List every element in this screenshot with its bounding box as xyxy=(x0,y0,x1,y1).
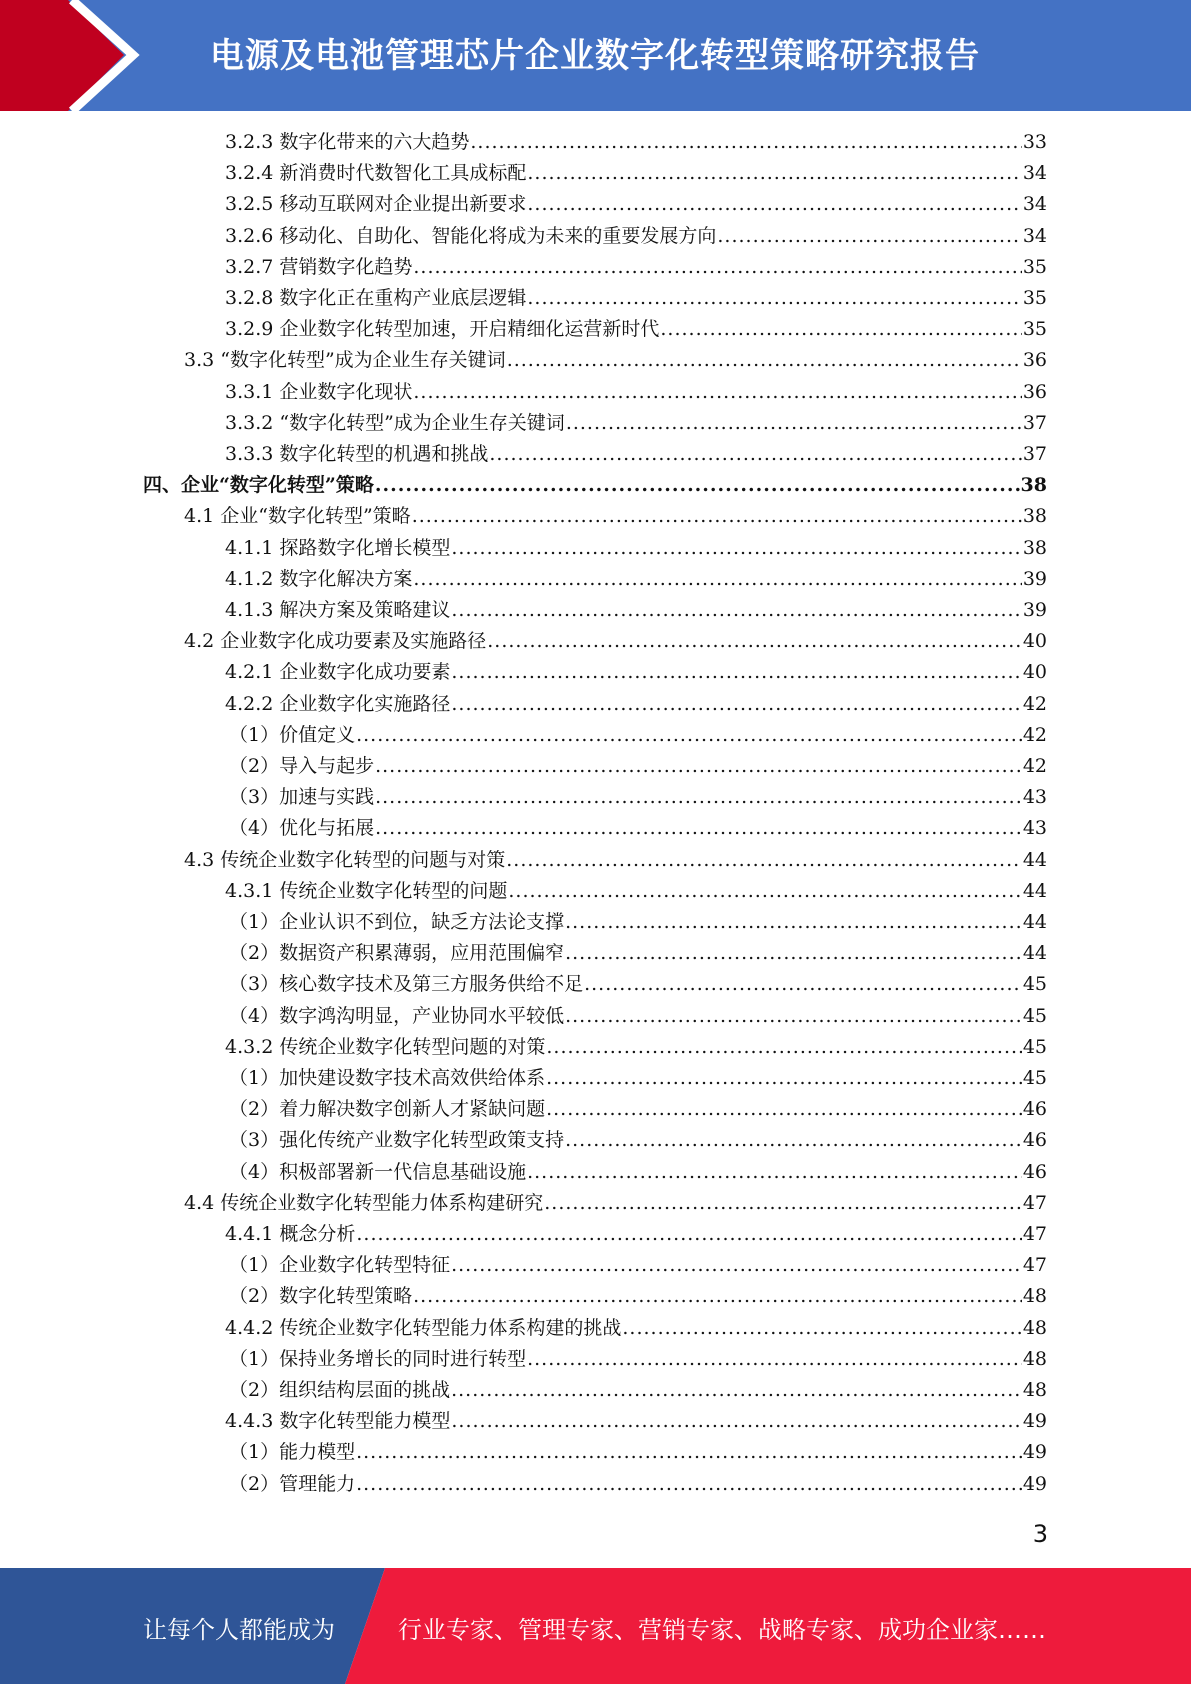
toc-entry-title: 3.2.9 企业数字化转型加速，开启精细化运营新时代 xyxy=(225,318,660,341)
toc-dot-leader xyxy=(356,1219,1021,1250)
toc-entry-title: 3.3.2 “数字化转型”成为企业生存关键词 xyxy=(225,411,565,434)
toc-entry[interactable] xyxy=(229,938,1047,969)
toc-dot-leader xyxy=(527,1157,1022,1188)
toc-entry-title: （2）导入与起步 xyxy=(229,755,375,777)
toc-dot-leader xyxy=(527,1344,1022,1375)
toc-dot-leader xyxy=(622,1313,1021,1344)
toc-entry-page: 47 xyxy=(1022,1191,1047,1214)
toc-dot-leader xyxy=(451,657,1021,688)
toc-entry-title: （4）积极部署新一代信息基础设施 xyxy=(229,1160,527,1183)
toc-entry[interactable] xyxy=(229,1125,1047,1156)
toc-entry[interactable] xyxy=(229,782,1047,813)
toc-entry[interactable] xyxy=(229,1063,1047,1094)
toc-entry-page: 49 xyxy=(1022,1410,1047,1433)
toc-entry-page: 37 xyxy=(1022,443,1047,465)
toc-entry-title: （1）能力模型 xyxy=(229,1441,356,1464)
toc-entry-page: 44 xyxy=(1022,911,1047,933)
toc-dot-leader xyxy=(565,938,1022,969)
toc-dot-leader xyxy=(412,501,1022,532)
toc-entry-title: 4.2.2 企业数字化实施路径 xyxy=(225,692,451,715)
toc-entry-page: 33 xyxy=(1022,131,1047,153)
toc-entry-title: 3.2.8 数字化正在重构产业底层逻辑 xyxy=(225,287,527,309)
toc-entry[interactable] xyxy=(225,876,1047,907)
toc-entry-page: 45 xyxy=(1022,1067,1047,1089)
toc-dot-leader xyxy=(451,1375,1022,1406)
toc-entry[interactable] xyxy=(184,1188,1047,1219)
report-title: 电源及电池管理芯片企业数字化转型策略研究报告 xyxy=(210,36,980,76)
toc-entry-title: 4.1.1 探路数字化增长模型 xyxy=(225,536,451,559)
toc-entry-page: 42 xyxy=(1022,755,1047,777)
toc-dot-leader xyxy=(565,1125,1022,1156)
footer-slogan-left: 让每个人都能成为 xyxy=(143,1616,335,1644)
toc-dot-leader xyxy=(375,813,1022,844)
toc-entry-title: （4）数字鸿沟明显，产业协同水平较低 xyxy=(229,1004,565,1027)
toc-entry[interactable] xyxy=(225,533,1047,564)
toc-entry-title: 四、企业“数字化转型”策略 xyxy=(143,474,374,497)
toc-entry-page: 36 xyxy=(1022,349,1047,372)
toc-entry[interactable] xyxy=(225,439,1047,470)
toc-entry-title: （2）数据资产积累薄弱，应用范围偏窄 xyxy=(229,942,565,965)
toc-entry-page: 48 xyxy=(1022,1316,1047,1339)
toc-entry[interactable] xyxy=(229,1281,1047,1312)
toc-entry-page: 44 xyxy=(1022,942,1047,965)
toc-entry-title: （1）加快建设数字技术高效供给体系 xyxy=(229,1067,546,1089)
toc-entry-title: （3）核心数字技术及第三方服务供给不足 xyxy=(229,973,584,996)
toc-entry[interactable] xyxy=(225,314,1047,345)
toc-entry-page: 35 xyxy=(1022,318,1047,341)
toc-entry[interactable] xyxy=(225,657,1047,688)
toc-entry-title: （3）强化传统产业数字化转型政策支持 xyxy=(229,1129,565,1152)
toc-entry[interactable] xyxy=(225,564,1047,595)
toc-entry[interactable] xyxy=(229,1437,1047,1468)
toc-entry-page: 48 xyxy=(1022,1285,1047,1308)
toc-entry-page: 45 xyxy=(1022,1035,1047,1058)
toc-entry-page: 45 xyxy=(1022,973,1047,996)
toc-entry-title: （1）保持业务增长的同时进行转型 xyxy=(229,1347,527,1370)
toc-entry-page: 47 xyxy=(1022,1223,1047,1245)
page-number: 3 xyxy=(1032,1520,1048,1548)
toc-dot-leader xyxy=(544,1188,1022,1219)
toc-entry-title: 3.2.5 移动互联网对企业提出新要求 xyxy=(225,193,527,216)
toc-dot-leader xyxy=(546,1032,1021,1063)
toc-dot-leader xyxy=(565,1001,1022,1032)
toc-entry-page: 42 xyxy=(1022,692,1047,715)
toc-dot-leader xyxy=(717,221,1021,252)
toc-entry[interactable] xyxy=(229,1469,1047,1500)
toc-dot-leader xyxy=(356,1437,1022,1468)
toc-dot-leader xyxy=(507,345,1022,376)
toc-entry-title: 3.2.7 营销数字化趋势 xyxy=(225,255,413,278)
toc-entry-page: 40 xyxy=(1022,630,1047,653)
toc-entry[interactable] xyxy=(184,345,1047,376)
toc-entry-page: 38 xyxy=(1022,505,1047,528)
toc-entry-title: （2）数字化转型策略 xyxy=(229,1285,413,1308)
toc-entry-page: 43 xyxy=(1022,817,1047,840)
toc-entry-page: 39 xyxy=(1022,567,1047,590)
toc-entry[interactable] xyxy=(229,1001,1047,1032)
toc-entry-page: 34 xyxy=(1022,162,1047,185)
toc-entry-page: 35 xyxy=(1022,287,1047,309)
toc-entry[interactable] xyxy=(225,158,1047,189)
toc-entry[interactable] xyxy=(143,470,1047,501)
toc-entry[interactable] xyxy=(225,1313,1047,1344)
toc-entry-title: （2）管理能力 xyxy=(229,1472,356,1495)
toc-dot-leader xyxy=(413,1281,1022,1312)
toc-dot-leader xyxy=(451,1406,1021,1437)
toc-entry[interactable] xyxy=(229,751,1047,782)
toc-entry-title: 4.3.2 传统企业数字化转型问题的对策 xyxy=(225,1035,546,1058)
toc-entry-page: 49 xyxy=(1022,1472,1047,1495)
toc-entry-page: 39 xyxy=(1022,599,1047,621)
toc-entry-page: 40 xyxy=(1022,661,1047,684)
toc-entry-title: （4）优化与拓展 xyxy=(229,817,375,840)
toc-entry-title: （3）加速与实践 xyxy=(229,786,375,809)
toc-entry-page: 44 xyxy=(1022,879,1047,902)
toc-entry[interactable] xyxy=(229,720,1047,751)
toc-entry[interactable] xyxy=(229,969,1047,1000)
toc-entry-page: 34 xyxy=(1022,193,1047,216)
toc-dot-leader xyxy=(413,564,1021,595)
toc-entry[interactable] xyxy=(184,626,1047,657)
toc-entry[interactable] xyxy=(229,1344,1047,1375)
toc-dot-leader xyxy=(565,907,1022,938)
toc-dot-leader xyxy=(451,533,1021,564)
toc-dot-leader xyxy=(546,1094,1022,1125)
toc-entry[interactable] xyxy=(225,595,1047,626)
toc-dot-leader xyxy=(527,283,1021,314)
toc-dot-leader xyxy=(660,314,1021,345)
toc-dot-leader xyxy=(584,969,1022,1000)
toc-entry-title: 3.2.4 新消费时代数智化工具成标配 xyxy=(225,162,527,185)
toc-entry[interactable] xyxy=(225,1219,1047,1250)
toc-entry[interactable] xyxy=(225,689,1047,720)
toc-entry[interactable] xyxy=(225,283,1047,314)
toc-entry[interactable] xyxy=(229,813,1047,844)
toc-entry-page: 42 xyxy=(1022,723,1047,746)
toc-entry-title: （1）企业认识不到位，缺乏方法论支撑 xyxy=(229,911,565,933)
toc-entry-page: 38 xyxy=(1020,474,1047,497)
toc-entry-title: （2）组织结构层面的挑战 xyxy=(229,1379,451,1401)
toc-dot-leader xyxy=(508,876,1021,907)
toc-entry-title: 4.4.2 传统企业数字化转型能力体系构建的挑战 xyxy=(225,1316,622,1339)
toc-dot-leader xyxy=(413,252,1021,283)
toc-dot-leader xyxy=(527,189,1021,220)
toc-entry-title: （1）企业数字化转型特征 xyxy=(229,1254,451,1277)
toc-entry[interactable] xyxy=(184,501,1047,532)
toc-entry[interactable] xyxy=(229,1250,1047,1281)
toc-entry-title: （2）着力解决数字创新人才紧缺问题 xyxy=(229,1098,546,1121)
toc-entry-page: 48 xyxy=(1022,1379,1047,1401)
toc-entry-title: 4.1.3 解决方案及策略建议 xyxy=(225,599,451,621)
toc-dot-leader xyxy=(375,470,1020,501)
toc-dot-leader xyxy=(451,1250,1022,1281)
toc-entry-page: 38 xyxy=(1022,536,1047,559)
toc-entry-page: 37 xyxy=(1022,411,1047,434)
toc-entry-page: 43 xyxy=(1022,786,1047,809)
toc-entry[interactable] xyxy=(229,1094,1047,1125)
page-footer xyxy=(0,1568,1191,1684)
toc-entry-page: 44 xyxy=(1022,848,1047,871)
footer-slogan-right: 行业专家、管理专家、营销专家、战略专家、成功企业家…… xyxy=(398,1616,1046,1644)
toc-dot-leader xyxy=(566,408,1022,439)
toc-entry[interactable] xyxy=(229,907,1047,938)
toc-entry-title: 3.3.1 企业数字化现状 xyxy=(225,380,413,403)
toc-dot-leader xyxy=(375,751,1022,782)
toc-dot-leader xyxy=(546,1063,1022,1094)
toc-dot-leader xyxy=(451,595,1021,626)
toc-entry[interactable] xyxy=(225,408,1047,439)
toc-entry-page: 45 xyxy=(1022,1004,1047,1027)
toc-entry[interactable] xyxy=(229,1157,1047,1188)
toc-entry-title: 4.4 传统企业数字化转型能力体系构建研究 xyxy=(184,1191,544,1214)
toc-dot-leader xyxy=(413,377,1021,408)
toc-entry-title: 4.3.1 传统企业数字化转型的问题 xyxy=(225,879,508,902)
toc-entry-title: 3.2.6 移动化、自助化、智能化将成为未来的重要发展方向 xyxy=(225,224,717,247)
toc-entry-page: 46 xyxy=(1022,1129,1047,1152)
toc-dot-leader xyxy=(487,626,1022,657)
toc-entry[interactable] xyxy=(225,127,1047,158)
toc-entry-page: 46 xyxy=(1022,1160,1047,1183)
toc-dot-leader xyxy=(527,158,1021,189)
toc-entry-title: 3.2.3 数字化带来的六大趋势 xyxy=(225,131,470,153)
toc-entry[interactable] xyxy=(225,252,1047,283)
toc-entry-title: 4.2 企业数字化成功要素及实施路径 xyxy=(184,630,487,653)
toc-entry[interactable] xyxy=(229,1375,1047,1406)
toc-entry-page: 34 xyxy=(1022,224,1047,247)
toc-dot-leader xyxy=(356,720,1022,751)
toc-dot-leader xyxy=(375,782,1022,813)
toc-entry-title: 4.3 传统企业数字化转型的问题与对策 xyxy=(184,848,506,871)
toc-dot-leader xyxy=(506,845,1022,876)
toc-entry[interactable] xyxy=(225,221,1047,252)
toc-entry-page: 46 xyxy=(1022,1098,1047,1121)
toc-entry[interactable] xyxy=(225,189,1047,220)
toc-entry-title: 4.4.1 概念分析 xyxy=(225,1223,356,1245)
toc-entry-page: 36 xyxy=(1022,380,1047,403)
toc-dot-leader xyxy=(451,689,1021,720)
toc-entry-title: 3.3 “数字化转型”成为企业生存关键词 xyxy=(184,349,506,372)
toc-entry-title: 4.4.3 数字化转型能力模型 xyxy=(225,1410,451,1433)
toc-dot-leader xyxy=(470,127,1021,158)
toc-entry-title: 4.1 企业“数字化转型”策略 xyxy=(184,505,411,528)
toc-dot-leader xyxy=(356,1469,1022,1500)
toc-dot-leader xyxy=(489,439,1021,470)
toc-entry[interactable] xyxy=(225,377,1047,408)
toc-entry-page: 49 xyxy=(1022,1441,1047,1464)
toc-entry[interactable] xyxy=(184,845,1047,876)
toc-entry-page: 35 xyxy=(1022,255,1047,278)
toc-entry-page: 47 xyxy=(1022,1254,1047,1277)
toc-entry-title: 4.2.1 企业数字化成功要素 xyxy=(225,661,451,684)
toc-entry[interactable] xyxy=(225,1406,1047,1437)
toc-entry-page: 48 xyxy=(1022,1347,1047,1370)
toc-entry-title: 3.3.3 数字化转型的机遇和挑战 xyxy=(225,443,489,465)
toc-entry[interactable] xyxy=(225,1032,1047,1063)
toc-entry-title: （1）价值定义 xyxy=(229,723,356,746)
page-header xyxy=(0,0,1191,111)
toc-entry-title: 4.1.2 数字化解决方案 xyxy=(225,567,413,590)
